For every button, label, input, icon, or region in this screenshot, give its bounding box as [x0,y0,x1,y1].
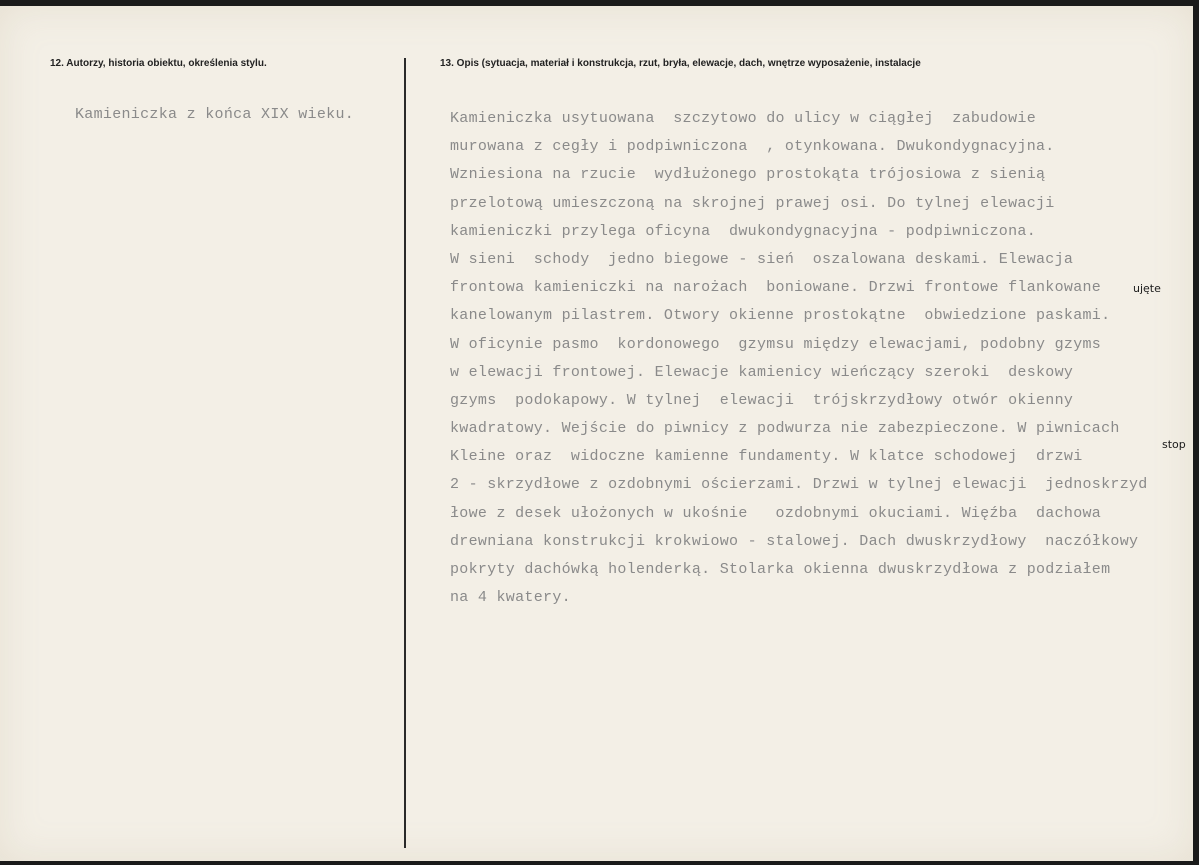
body-line: łowe z desek ułożonych w ukośnie ozdobnymi okuciami. Więźba dachowa [450,504,1102,522]
body-line: na 4 kwatery. [450,589,571,607]
right-column [410,6,1193,861]
body-line: w elewacji frontowej. Elewacje kamienicy wieńczący szeroki deskowy [450,363,1074,381]
body-line: kanelowanym pilastrem. Otwory okienne prostokątne obwiedzione paskami. [450,307,1111,325]
document-sheet [0,6,1193,861]
body-line: kamieniczki przylega oficyna dwukondygnacyjna - podpiwniczona. [450,222,1036,240]
left-column [0,6,404,861]
body-line: Kleine oraz widoczne kamienne fundamenty. W klatce schodowej drzwi [450,448,1083,466]
body-line: 2 - skrzydłowe z ozdobnymi ościerzami. Drzwi w tylnej elewacji jednoskrzyd [450,476,1148,494]
section-12-text: Kamieniczka z końca XIX wieku. [75,106,355,123]
section-13-header: 13. Opis (sytuacja, materiał i konstrukcja, rzut, bryła, elewacje, dach, wnętrze wyposażenie, instalacje [440,58,921,69]
body-line: Wzniesiona na rzucie wydłużonego prostokąta trójosiowa z sienią [450,166,1046,184]
body-line: W sieni schody jedno biegowe - sień oszalowana deskami. Elewacja [450,250,1074,268]
body-line: frontowa kamieniczki na narożach boniowane. Drzwi frontowe flankowane [450,279,1102,297]
body-line: murowana z cegły i podpiwniczona , otynkowana. Dwukondygnacyjna. [450,138,1055,156]
column-divider [404,58,406,848]
body-line: kwadratowy. Wejście do piwnicy z podwurza nie zabezpieczone. W piwnicach [450,420,1120,438]
handwritten-annotation-stop: stop [1162,438,1186,451]
body-line: W oficynie pasmo kordonowego gzymsu między elewacjami, podobny gzyms [450,335,1102,353]
body-line: gzyms podokapowy. W tylnej elewacji trójskrzydłowy otwór okienny [450,391,1074,409]
handwritten-annotation-ujete: ujęte [1133,282,1161,295]
body-line: przelotową umieszczoną na skrojnej prawej osi. Do tylnej elewacji [450,194,1055,212]
body-line: Kamieniczka usytuowana szczytowo do ulicy w ciągłej zabudowie [450,110,1036,127]
section-13-body [450,105,1190,612]
section-12-header: 12. Autorzy, historia obiektu, określenia stylu. [50,58,267,69]
body-line: drewniana konstrukcji krokwiowo - stalowej. Dach dwuskrzydłowy naczółkowy [450,532,1139,550]
body-line: pokryty dachówką holenderką. Stolarka okienna dwuskrzydłowa z podziałem [450,561,1111,578]
